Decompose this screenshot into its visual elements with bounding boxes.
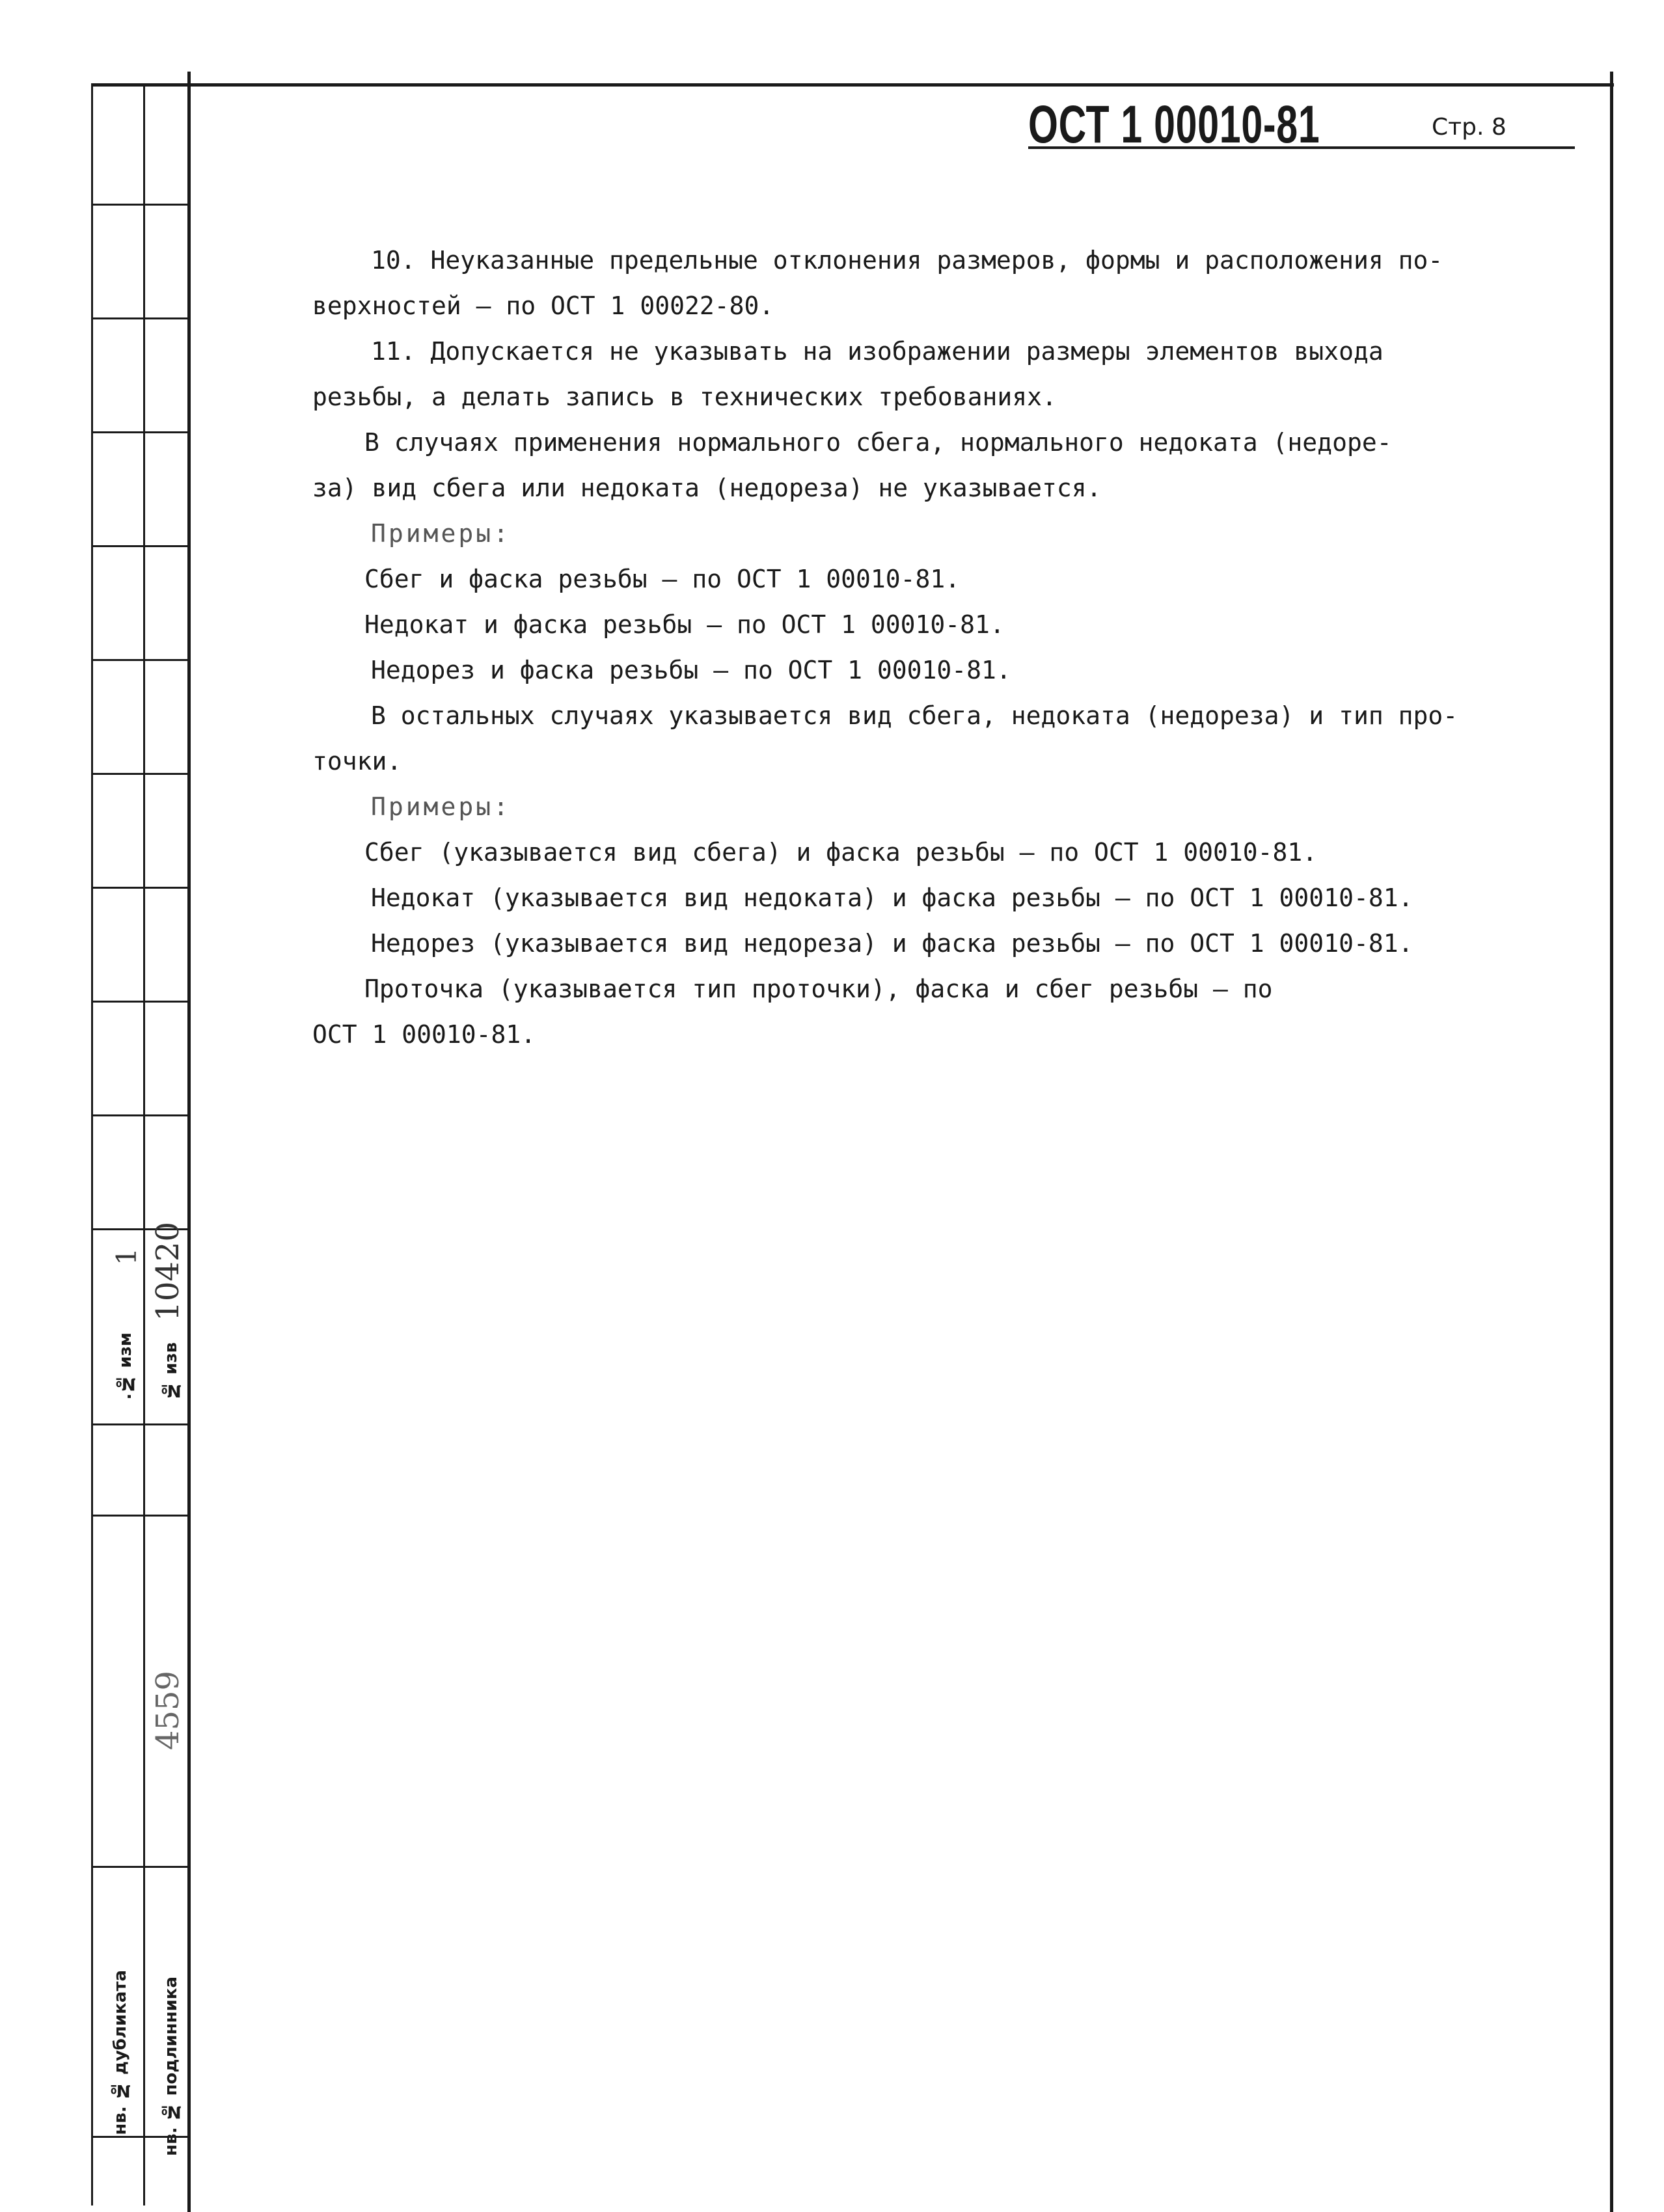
stamp-cell-line — [91, 773, 187, 775]
stamp-cell-line — [91, 1114, 187, 1116]
stamp-col-line — [91, 83, 93, 2205]
notice-no-value: 10420 — [150, 1222, 186, 1321]
rev-no-label: .№ изм — [116, 1332, 135, 1400]
stamp-cell-line — [91, 83, 187, 85]
stamp-cell-line — [91, 887, 187, 889]
text-line: верхностей – по ОСТ 1 00022-80. — [312, 291, 774, 320]
text-line: ОСТ 1 00010-81. — [312, 1020, 536, 1049]
notice-no-label: № изв — [161, 1342, 181, 1400]
stamp-cell-line — [91, 1423, 187, 1425]
header-rule — [1028, 146, 1575, 149]
document-body — [312, 237, 1523, 1057]
text-line: Недокат (указывается вид недоката) и фаска резьбы – по ОСТ 1 00010-81. — [371, 883, 1413, 912]
text-line: Недорез и фаска резьбы – по ОСТ 1 00010-81. — [371, 656, 1011, 684]
page-header — [1028, 94, 1568, 159]
text-line: Недорез (указывается вид недореза) и фаска резьбы – по ОСТ 1 00010-81. — [371, 929, 1413, 958]
text-line: Недокат и фаска резьбы – по ОСТ 1 00010-81. — [364, 610, 1005, 639]
ref-number: 4559 — [150, 1671, 186, 1751]
frame-left-border — [187, 72, 191, 2212]
text-line: В остальных случаях указывается вид сбега, недоката (недореза) и тип про- — [371, 701, 1458, 730]
frame-top-border — [91, 83, 1614, 87]
stamp-cell-line — [91, 659, 187, 661]
text-line: В случаях применения нормального сбега, нормального недоката (недоре- — [364, 428, 1392, 457]
stamp-cell-line — [91, 317, 187, 319]
stamp-cell-line — [91, 1866, 187, 1868]
text-line: Примеры: — [371, 792, 511, 821]
text-line: 10. Неуказанные предельные отклонения размеров, формы и расположения по- — [371, 246, 1443, 275]
rev-no-value: 1 — [111, 1248, 143, 1265]
stamp-cell-line — [91, 545, 187, 547]
text-line: Сбег (указывается вид сбега) и фаска резьбы – по ОСТ 1 00010-81. — [364, 838, 1318, 867]
document-code: ОСТ 1 00010-81 — [1028, 95, 1320, 154]
stamp-cell-line — [91, 1515, 187, 1517]
text-line: резьбы, а делать запись в технических требованиях. — [312, 383, 1057, 411]
text-line: 11. Допускается не указывать на изображении размеры элементов выхода — [371, 337, 1384, 366]
text-line: точки. — [312, 747, 402, 776]
margin-stamp — [91, 83, 187, 2205]
stamp-col-line — [143, 83, 145, 2205]
frame-right-border — [1610, 72, 1613, 2212]
stamp-cell-line — [91, 431, 187, 433]
dup-label: нв. № дубликата — [111, 1970, 130, 2135]
stamp-cell-line — [91, 204, 187, 206]
text-line: Проточка (указывается тип проточки), фаска и сбег резьбы – по — [364, 975, 1273, 1003]
page-number: Стр. 8 — [1432, 114, 1507, 141]
text-line: за) вид сбега или недоката (недореза) не указывается. — [312, 474, 1102, 502]
text-line: Примеры: — [371, 519, 511, 548]
stamp-cell-line — [91, 1001, 187, 1003]
text-line: Сбег и фаска резьбы – по ОСТ 1 00010-81. — [364, 565, 961, 593]
orig-label: нв. № подлинника — [161, 1976, 181, 2156]
